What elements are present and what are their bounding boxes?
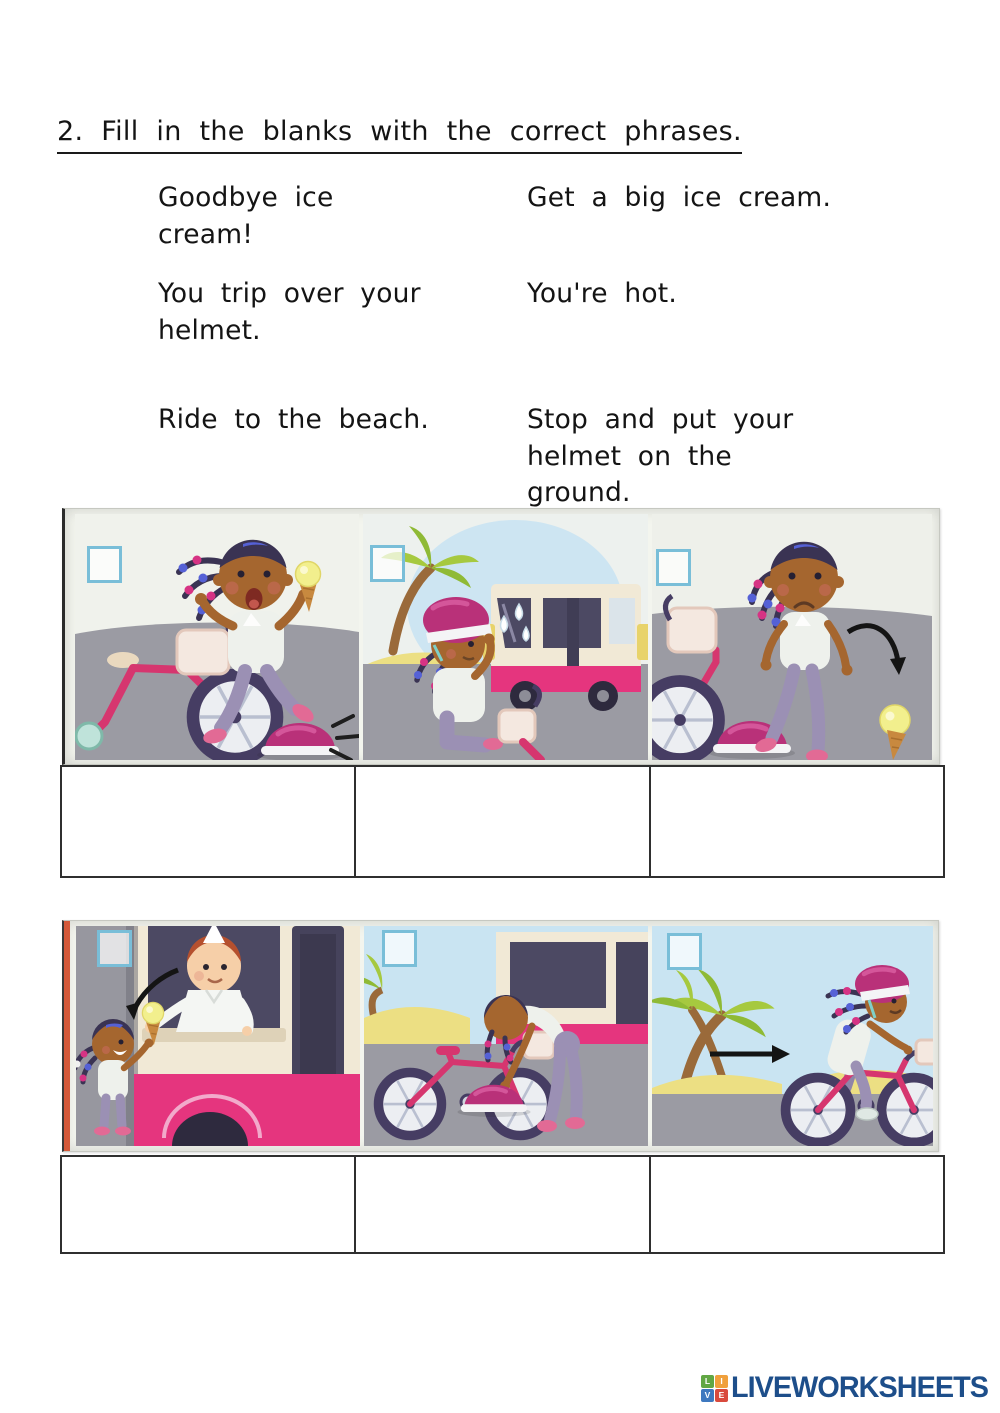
answer-checkbox[interactable] [370,545,405,582]
panel-illustration-dropped-ice-cream [652,514,932,760]
answer-checkbox[interactable] [382,930,417,967]
phrase-stop-and-put-helmet: Stop and put your helmet on the ground. [527,404,794,509]
answer-checkbox[interactable] [656,549,691,586]
story-strip-bottom [62,920,939,1152]
ice-cream-truck [483,584,648,711]
answer-grid-top [60,765,945,878]
phrase-ride-to-the-beach: Ride to the beach. [158,404,430,435]
logo-tile-e: E [715,1389,728,1402]
answer-cell[interactable] [62,767,354,876]
logo-tiles-icon [701,1375,728,1402]
logo-text: LIVEWORKSHEETS [731,1371,988,1404]
page-edge [64,921,70,1151]
phrase-you-trip-over-your-helmet: You trip over your helmet. [158,278,421,346]
logo-tile-l: L [701,1375,714,1388]
dune [364,1007,470,1050]
panel-goodbye-ice-cream [652,514,932,760]
answer-cell[interactable] [649,1157,943,1252]
liveworksheets-logo[interactable] [701,1371,999,1405]
logo-tile-v: V [701,1389,714,1402]
panel-illustration-girl-hot [363,514,648,760]
answer-checkbox[interactable] [87,546,122,583]
phrase-goodbye-ice-cream: Goodbye ice cream! [158,182,334,250]
phrase-get-a-big-ice-cream: Get a big ice cream. [527,182,832,213]
answer-cell[interactable] [62,1157,354,1252]
phrase-youre-hot: You're hot. [527,278,678,309]
answer-grid-bottom [60,1155,945,1254]
answer-cell[interactable] [649,767,943,876]
answer-checkbox[interactable] [667,933,702,970]
answer-checkbox[interactable] [97,930,132,967]
exercise-title: 2. Fill in the blanks with the correct phrases. [57,116,742,154]
answer-cell[interactable] [354,767,648,876]
panel-girl-wiping-sweat [363,514,648,760]
story-strip-top [62,508,940,765]
answer-cell[interactable] [354,1157,648,1252]
logo-tile-i: I [715,1375,728,1388]
